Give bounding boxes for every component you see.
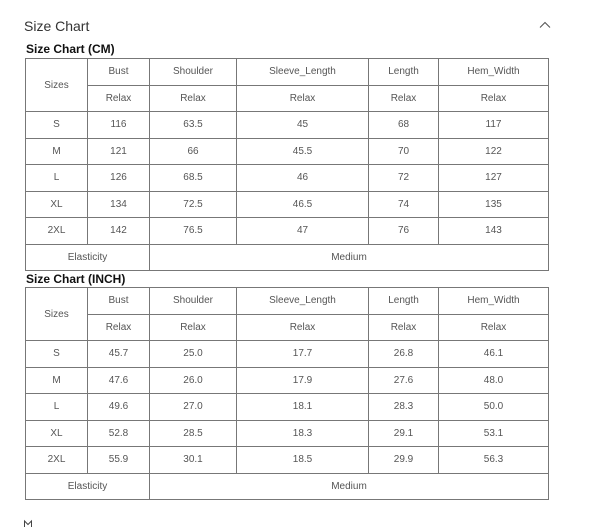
value-cell: 55.9 <box>88 447 150 474</box>
subheader-cell: Relax <box>88 314 150 341</box>
value-cell: 18.3 <box>237 420 369 447</box>
table-row <box>26 218 549 245</box>
header-cell: Bust <box>88 59 150 86</box>
size-cell: M <box>26 138 88 165</box>
value-cell: 18.1 <box>237 394 369 421</box>
size-cell: XL <box>26 420 88 447</box>
table-header-row <box>26 288 549 315</box>
subheader-cell: Relax <box>150 85 237 112</box>
value-cell: 127 <box>439 165 549 192</box>
subheader-cell: Relax <box>88 85 150 112</box>
value-cell: 68.5 <box>150 165 237 192</box>
value-cell: 56.3 <box>439 447 549 474</box>
value-cell: 126 <box>88 165 150 192</box>
elasticity-row <box>26 473 549 500</box>
value-cell: 45.7 <box>88 341 150 368</box>
chevron-up-icon[interactable] <box>538 18 552 32</box>
size-cell: L <box>26 394 88 421</box>
value-cell: 66 <box>150 138 237 165</box>
value-cell: 135 <box>439 191 549 218</box>
value-cell: 63.5 <box>150 112 237 139</box>
value-cell: 28.5 <box>150 420 237 447</box>
value-cell: 45 <box>237 112 369 139</box>
value-cell: 121 <box>88 138 150 165</box>
value-cell: 46.1 <box>439 341 549 368</box>
table-row <box>26 447 549 474</box>
value-cell: 49.6 <box>88 394 150 421</box>
value-cell: 26.8 <box>369 341 439 368</box>
size-chart-heading: Size Chart <box>24 18 90 34</box>
value-cell: 18.5 <box>237 447 369 474</box>
size-table-inch <box>25 287 549 500</box>
table-title-cm: Size Chart (CM) <box>26 42 115 56</box>
table-row <box>26 341 549 368</box>
table-title-inch: Size Chart (INCH) <box>26 272 126 286</box>
table-row <box>26 112 549 139</box>
value-cell: 74 <box>369 191 439 218</box>
table-header-row <box>26 59 549 86</box>
size-cell: L <box>26 165 88 192</box>
subheader-cell: Relax <box>150 314 237 341</box>
header-cell: Hem_Width <box>439 288 549 315</box>
value-cell: 122 <box>439 138 549 165</box>
table-subheader-row <box>26 314 549 341</box>
value-cell: 76.5 <box>150 218 237 245</box>
size-cell: M <box>26 367 88 394</box>
header-cell: Sleeve_Length <box>237 59 369 86</box>
value-cell: 76 <box>369 218 439 245</box>
value-cell: 17.9 <box>237 367 369 394</box>
subheader-cell: Relax <box>237 85 369 112</box>
value-cell: 47.6 <box>88 367 150 394</box>
value-cell: 117 <box>439 112 549 139</box>
size-cell: 2XL <box>26 218 88 245</box>
table-row <box>26 165 549 192</box>
value-cell: 27.6 <box>369 367 439 394</box>
elasticity-value: Medium <box>150 244 549 271</box>
value-cell: 28.3 <box>369 394 439 421</box>
header-cell: Shoulder <box>150 59 237 86</box>
subheader-cell: Relax <box>237 314 369 341</box>
value-cell: 29.1 <box>369 420 439 447</box>
value-cell: 52.8 <box>88 420 150 447</box>
value-cell: 72.5 <box>150 191 237 218</box>
size-cell: XL <box>26 191 88 218</box>
value-cell: 46.5 <box>237 191 369 218</box>
value-cell: 27.0 <box>150 394 237 421</box>
value-cell: 134 <box>88 191 150 218</box>
value-cell: 26.0 <box>150 367 237 394</box>
value-cell: 48.0 <box>439 367 549 394</box>
header-cell: Length <box>369 288 439 315</box>
value-cell: 30.1 <box>150 447 237 474</box>
subheader-cell: Relax <box>439 314 549 341</box>
size-table-cm <box>25 58 549 271</box>
elasticity-label: Elasticity <box>26 244 150 271</box>
size-cell: S <box>26 341 88 368</box>
header-cell: Bust <box>88 288 150 315</box>
value-cell: 45.5 <box>237 138 369 165</box>
value-cell: 17.7 <box>237 341 369 368</box>
table-row <box>26 394 549 421</box>
table-subheader-row <box>26 85 549 112</box>
subheader-cell: Relax <box>369 85 439 112</box>
value-cell: 25.0 <box>150 341 237 368</box>
value-cell: 46 <box>237 165 369 192</box>
value-cell: 116 <box>88 112 150 139</box>
subheader-cell: Relax <box>369 314 439 341</box>
value-cell: 47 <box>237 218 369 245</box>
value-cell: 29.9 <box>369 447 439 474</box>
value-cell: 50.0 <box>439 394 549 421</box>
size-chart-header[interactable] <box>24 16 552 38</box>
value-cell: 72 <box>369 165 439 192</box>
table-row <box>26 191 549 218</box>
header-cell: Sleeve_Length <box>237 288 369 315</box>
value-cell: 70 <box>369 138 439 165</box>
sizes-header-cell: Sizes <box>26 288 88 341</box>
table-row <box>26 420 549 447</box>
header-cell: Length <box>369 59 439 86</box>
subheader-cell: Relax <box>439 85 549 112</box>
elasticity-value: Medium <box>150 473 549 500</box>
size-cell: 2XL <box>26 447 88 474</box>
table-row <box>26 138 549 165</box>
table-row <box>26 367 549 394</box>
elasticity-label: Elasticity <box>26 473 150 500</box>
value-cell: 143 <box>439 218 549 245</box>
size-cell: S <box>26 112 88 139</box>
value-cell: 53.1 <box>439 420 549 447</box>
header-cell: Hem_Width <box>439 59 549 86</box>
elasticity-row <box>26 244 549 271</box>
header-cell: Shoulder <box>150 288 237 315</box>
cut-off-text-fragment <box>24 518 32 527</box>
sizes-header-cell: Sizes <box>26 59 88 112</box>
value-cell: 142 <box>88 218 150 245</box>
value-cell: 68 <box>369 112 439 139</box>
